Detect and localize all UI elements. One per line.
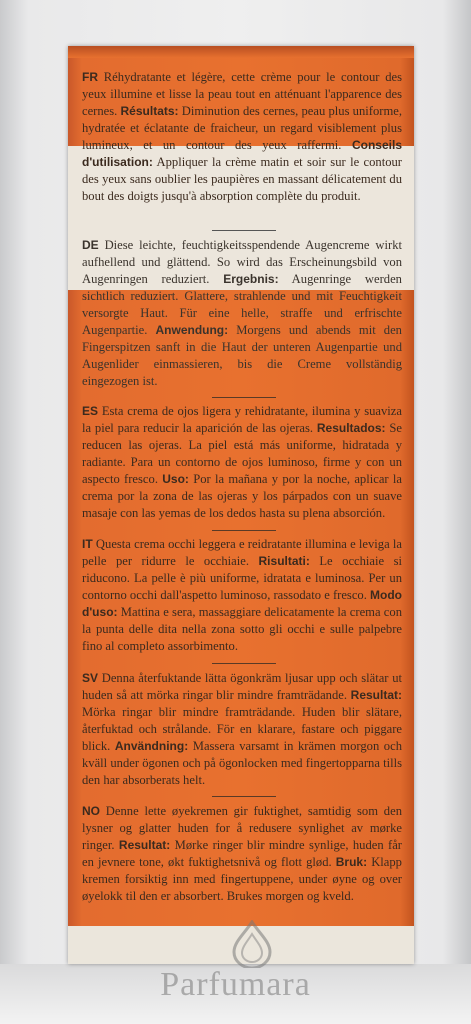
sv-text-2: Mörka ringar blir mindre framträdande. Huden blir slätare, återfuktad och strålande. För en klarare, fastare och piggare blick. [82,705,402,753]
lang-code-no: NO [82,804,100,818]
it-text-1: Questa crema occhi leggera e reidratante illumina e leviga la pelle per ridurre le occhiaie. [82,537,402,568]
text-block-fr [82,69,402,205]
it-term-results: Risultati: [258,554,310,568]
sv-term-usage: Användning: [114,739,189,753]
text-block-es [82,403,402,522]
no-term-results: Resultat: [118,838,171,852]
text-block-no [82,803,402,905]
text-block-de [82,237,402,390]
lang-code-it: IT [82,537,93,551]
de-term-results: Ergebnis: [223,272,279,286]
lang-code-es: ES [82,404,99,418]
sv-term-results: Resultat: [350,688,402,702]
divider-de [212,397,276,398]
lang-code-fr: FR [82,70,98,84]
no-text-3: Klapp kremen forsiktig inn med fingertuppene, under øyne og over øyelokk til den er absorbert. Brukes morgen og kveld. [82,855,402,903]
divider-es [212,530,276,531]
divider-it [212,663,276,664]
de-text-1: Diese leichte, feuchtigkeitsspendende Augencreme wirkt aufhellend und glättend. So wird das Erscheinungsbild von Augenringen reduziert. [82,238,402,286]
es-term-results: Resultados: [316,421,386,435]
sv-text-3: Massera varsamt in krämen morgon och kväll under ögonen och på ögonlocken med fingertopparna tills den har absorberats helt. [82,739,402,787]
no-text-1: Denne lette øyekremen gir fuktighet, samtidig som den lysner og glatter huden for å redusere synlighet av mørke ringer. [82,804,402,852]
it-text-3: Mattina e sera, massaggiare delicatamente la crema con la punta delle dita nella zona sotto gli occhi e sulle palpebre fino al completo assorbimento. [82,605,402,653]
it-text-2: Le occhiaie si riducono. La pelle è più uniforme, idratata e luminosa. Per un contorno occhi dall'aspetto luminoso, rassodato e fresco. [82,554,402,602]
fr-text-2: Diminution des cernes, peau plus uniforme, hydratée et éclatante de fraicheur, un regard visiblement plus lumineux, et un contour des yeux raffermi. [82,104,402,152]
text-block-sv [82,670,402,789]
es-text-2: Se reducen las ojeras. La piel está más uniforme, hidratada y radiante. Para un contorno de ojos luminoso, firme y con un aspecto fresco. [82,421,402,486]
box-top-edge [68,46,414,58]
no-term-usage: Bruk: [335,855,368,869]
divider-fr [212,230,276,231]
sv-text-1: Denna återfuktande lätta ögonkräm ljusar upp och slätar ut huden så att mörka ringar blir mindre framträdande. [82,671,402,702]
watermark-text: Parfumara [160,966,311,1003]
no-text-2: Mørke ringer blir mindre synlige, huden får en jevnere tone, økt fuktighetsnivå og flott glød. [82,838,402,869]
lang-code-de: DE [82,238,99,252]
it-term-usage: Modo d'uso: [82,588,403,619]
de-text-2: Augenringe werden sichtlich reduziert. Glattere, strahlende und mit Feuchtigkeit versorgte Haut. Für eine helle, straffe und erfrischte Augenpartie. [82,272,402,337]
fr-term-results: Résultats: [120,104,179,118]
fr-text-3: Appliquer la crème matin et soir sur le contour des yeux sans oublier les paupières en massant délicatement du bout des doigts jusqu'à absorption complète du produit. [82,155,402,203]
es-term-usage: Uso: [162,472,189,486]
text-block-it [82,536,402,655]
de-text-3: Morgens und abends mit den Fingerspitzen sanft in die Haut der unteren Augenpartie und Augenlider einmassieren, bis die Creme vollständig eingezogen ist. [82,323,402,388]
divider-sv [212,796,276,797]
lang-code-sv: SV [82,671,99,685]
es-text-3: Por la mañana y por la noche, aplicar la crema por la zona de las ojeras y los párpados con un suave masaje con las yemas de los dedos hasta su plena absorción. [82,472,402,520]
watermark-drop-logo-icon [230,920,274,968]
fr-text-1: Réhydratante et légère, cette crème pour le contour des yeux illumine et lisse la peau tout en atténuant l'apparence des cernes. [82,70,403,118]
fr-term-usage: Conseils d'utilisation: [82,138,402,169]
de-term-usage: Anwendung: [155,323,229,337]
es-text-1: Esta crema de ojos ligera y rehidratante, ilumina y suaviza la piel para reducir la aparición de las ojeras. [82,404,402,435]
